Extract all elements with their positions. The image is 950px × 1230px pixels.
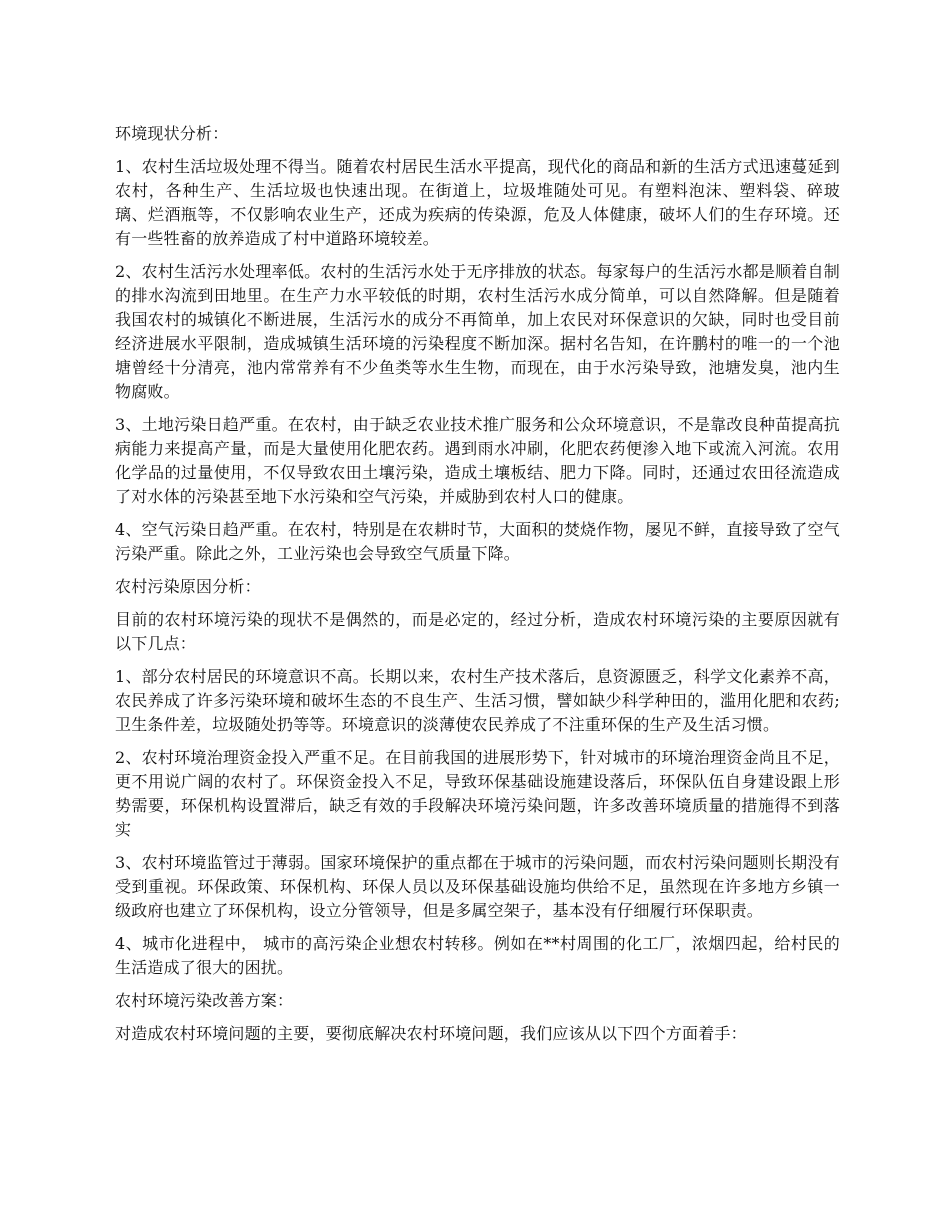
section-heading-current-status: 环境现状分析：: [115, 124, 229, 143]
paragraph-sewage: 2、农村生活污水处理率低。农村的生活污水处于无序排放的状态。每家每户的生活污水都是顺着自制的排水沟流到田地里。在生产力水平较低的时期，农村生活污水成分简单，可以自然降解。但是随着我国农村的城镇化不断进展，生活污水的成分不再简单，加上农民对环保意识的欠缺，同时也受目前经济进展水平限制，造成城镇生活环境的污染程度不断加深。据村名告知，在许鹏村的唯一的一个池塘曾经十分清亮，池内常常养有不少鱼类等水生生物，而现在，由于水污染导致，池塘发臭，池内生物腐败。: [115, 262, 840, 401]
paragraph-causes-intro: 目前的农村环境污染的现状不是偶然的，而是必定的，经过分析，造成农村环境污染的主要原因就有以下几点：: [115, 610, 840, 653]
paragraph-soil: 3、土地污染日趋严重。在农村，由于缺乏农业技术推广服务和公众环境意识，不是靠改良种苗提高抗病能力来提高产量，而是大量使用化肥农药。遇到雨水冲刷，化肥农药便渗入地下或流入河流。农用化学品的过量使用，不仅导致农田土壤污染，造成土壤板结、肥力下降。同时，还通过农田径流造成了对水体的污染甚至地下水污染和空气污染，并威胁到农村人口的健康。: [115, 415, 840, 506]
paragraph-supervision: 3、农村环境监管过于薄弱。国家环境保护的重点都在于城市的污染问题，而农村污染问题则长期没有受到重视。环保政策、环保机构、环保人员以及环保基础设施均供给不足，虽然现在许多地方乡镇一级政府也建立了环保机构，设立分管领导，但是多属空架子，基本没有仔细履行环保职责。: [115, 853, 840, 920]
paragraph-garbage: 1、农村生活垃圾处理不得当。随着农村居民生活水平提高，现代化的商品和新的生活方式迅速蔓延到农村，各种生产、生活垃圾也快速出现。在街道上，垃圾堆随处可见。有塑料泡沫、塑料袋、碎玻璃、烂酒瓶等，不仅影响农业生产，还成为疾病的传染源，危及人体健康，破坏人们的生存环境。还有一些牲畜的放养造成了村中道路环境较差。: [115, 157, 840, 248]
paragraph-awareness: 1、部分农村居民的环境意识不高。长期以来，农村生产技术落后，息资源匮乏，科学文化素养不高，农民养成了许多污染环境和破坏生态的不良生产、生活习惯，譬如缺少科学种田的，滥用化肥和农药;卫生条件差，垃圾随处扔等等。环境意识的淡薄使农民养成了不注重环保的生产及生活习惯。: [115, 667, 840, 734]
document-body: [115, 122, 840, 1055]
section-heading-causes: 农村污染原因分析：: [115, 577, 261, 596]
paragraph-air: 4、空气污染日趋严重。在农村，特别是在农耕时节，大面积的焚烧作物，屡见不鲜，直接导致了空气污染严重。除此之外，工业污染也会导致空气质量下降。: [115, 520, 840, 563]
section-heading-improvement: 农村环境污染改善方案：: [115, 991, 294, 1010]
paragraph-funding: 2、农村环境治理资金投入严重不足。在目前我国的进展形势下，针对城市的环境治理资金尚且不足，更不用说广阔的农村了。环保资金投入不足，导致环保基础设施建设落后，环保队伍自身建设跟上形势需要，环保机构设置滞后，缺乏有效的手段解决环境污染问题，许多改善环境质量的措施得不到落实: [115, 748, 840, 839]
paragraph-improvement-intro: 对造成农村环境问题的主要，要彻底解决农村环境问题，我们应该从以下四个方面着手：: [115, 1024, 747, 1043]
paragraph-urbanization: 4、城市化进程中， 城市的高污染企业想农村转移。例如在**村周围的化工厂，浓烟四起，给村民的生活造成了很大的困扰。: [115, 934, 840, 977]
